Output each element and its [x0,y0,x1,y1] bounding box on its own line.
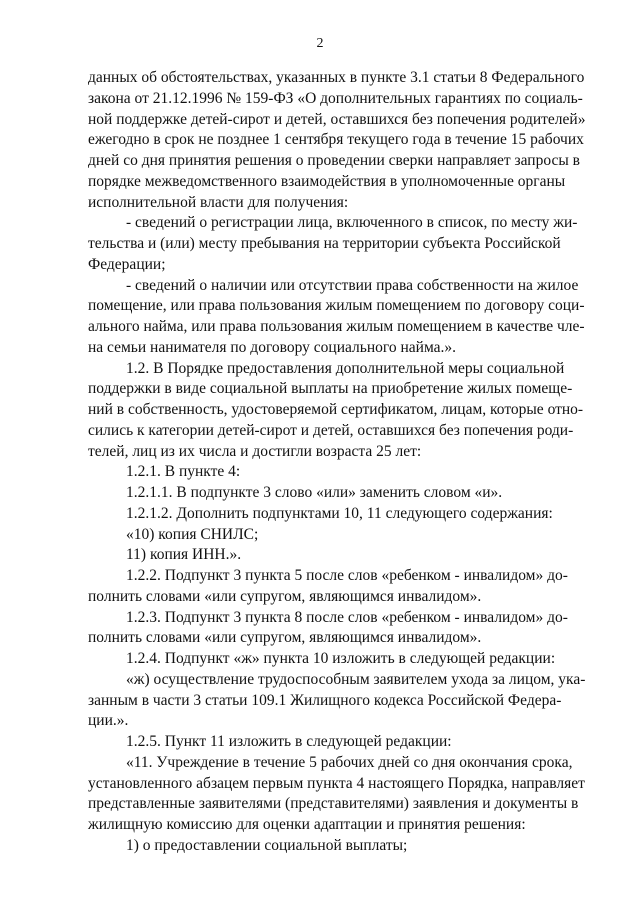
text-line: 1.2.1. В пункте 4: [126,463,241,481]
text-line: ального найма, или права пользования жилым помещением в качестве чле- [88,318,585,335]
text-line: ежегодно в срок не позднее 1 сентября текущего года в течение 15 рабочих [88,131,584,149]
text-line: «ж) осуществление трудоспособным заявителем ухода за лицом, ука- [126,670,586,688]
text-line: сились к категории детей-сирот и детей, оставшихся без попечения роди- [88,421,574,439]
text-line: «11. Учреждение в течение 5 рабочих дней со дня окончания срока, [126,753,573,771]
text-line: - сведений о регистрации лица, включенного в список, по месту жи- [126,214,578,232]
text-line: Федерации; [88,255,166,273]
text-line: полнить словами «или супругом, являющимся инвалидом». [88,587,482,605]
text-line: 1.2.4. Подпункт «ж» пункта 10 изложить в следующей редакции: [126,650,556,667]
text-line: жилищную комиссию для оценки адаптации и принятия решения: [88,816,526,833]
text-line: «10) копия СНИЛС; [126,525,259,543]
text-line: 1.2.2. Подпункт 3 пункта 5 после слов «ребенком - инвалидом» до- [126,567,568,584]
text-line: 1.2.1.2. Дополнить подпунктами 10, 11 следующего содержания: [126,504,553,522]
text-line: на семьи нанимателя по договору социального найма.». [88,338,457,356]
text-line: ции.». [88,712,129,730]
text-line: 11) копия ИНН.». [126,546,242,564]
document-body [88,68,586,857]
text-line: данных об обстоятельствах, указанных в пункте 3.1 статьи 8 Федерального [88,69,585,86]
text-line: 1.2. В Порядке предоставления дополнительной меры социальной [126,359,565,377]
text-line: телей, лиц из их числа и достигли возраста 25 лет: [88,442,422,460]
text-line: тельства и (или) месту пребывания на территории субъекта Российской [88,235,561,252]
text-line: помещение, или права пользования жилым помещением по договору соци- [88,297,585,315]
text-line: 1.2.3. Подпункт 3 пункта 8 после слов «ребенком - инвалидом» до- [126,608,568,626]
text-line: установленного абзацем первым пункта 4 настоящего Порядка, направляет [88,774,585,792]
text-line: закона от 21.12.1996 № 159-ФЗ «О дополнительных гарантиях по социаль- [88,89,583,107]
text-line: 1) о предоставлении социальной выплаты; [126,836,408,854]
text-line: дней со дня принятия решения о проведении сверки направляет запросы в [88,152,580,169]
page-number: 2 [316,36,324,51]
text-line: занным в части 3 статьи 109.1 Жилищного кодекса Российской Федера- [88,691,562,709]
text-line: ной поддержке детей-сирот и детей, оставшихся без попечения родителей» [88,110,586,128]
text-line: порядке межведомственного взаимодействия в уполномоченные органы [88,172,566,190]
text-line: 1.2.5. Пункт 11 изложить в следующей редакции: [126,733,452,750]
text-line: 1.2.1.1. В подпункте 3 слово «или» заменить словом «и». [126,484,503,501]
text-line: исполнительной власти для получения: [88,193,349,211]
text-line: поддержки в виде социальной выплаты на приобретение жилых помеще- [88,380,573,398]
text-line: ний в собственность, удостоверяемой сертификатом, лицам, которые отно- [88,401,584,418]
text-line: представленные заявителями (представителями) заявления и документы в [88,795,579,813]
text-line: - сведений о наличии или отсутствии права собственности на жилое [126,276,579,294]
text-line: полнить словами «или супругом, являющимся инвалидом». [88,629,482,647]
